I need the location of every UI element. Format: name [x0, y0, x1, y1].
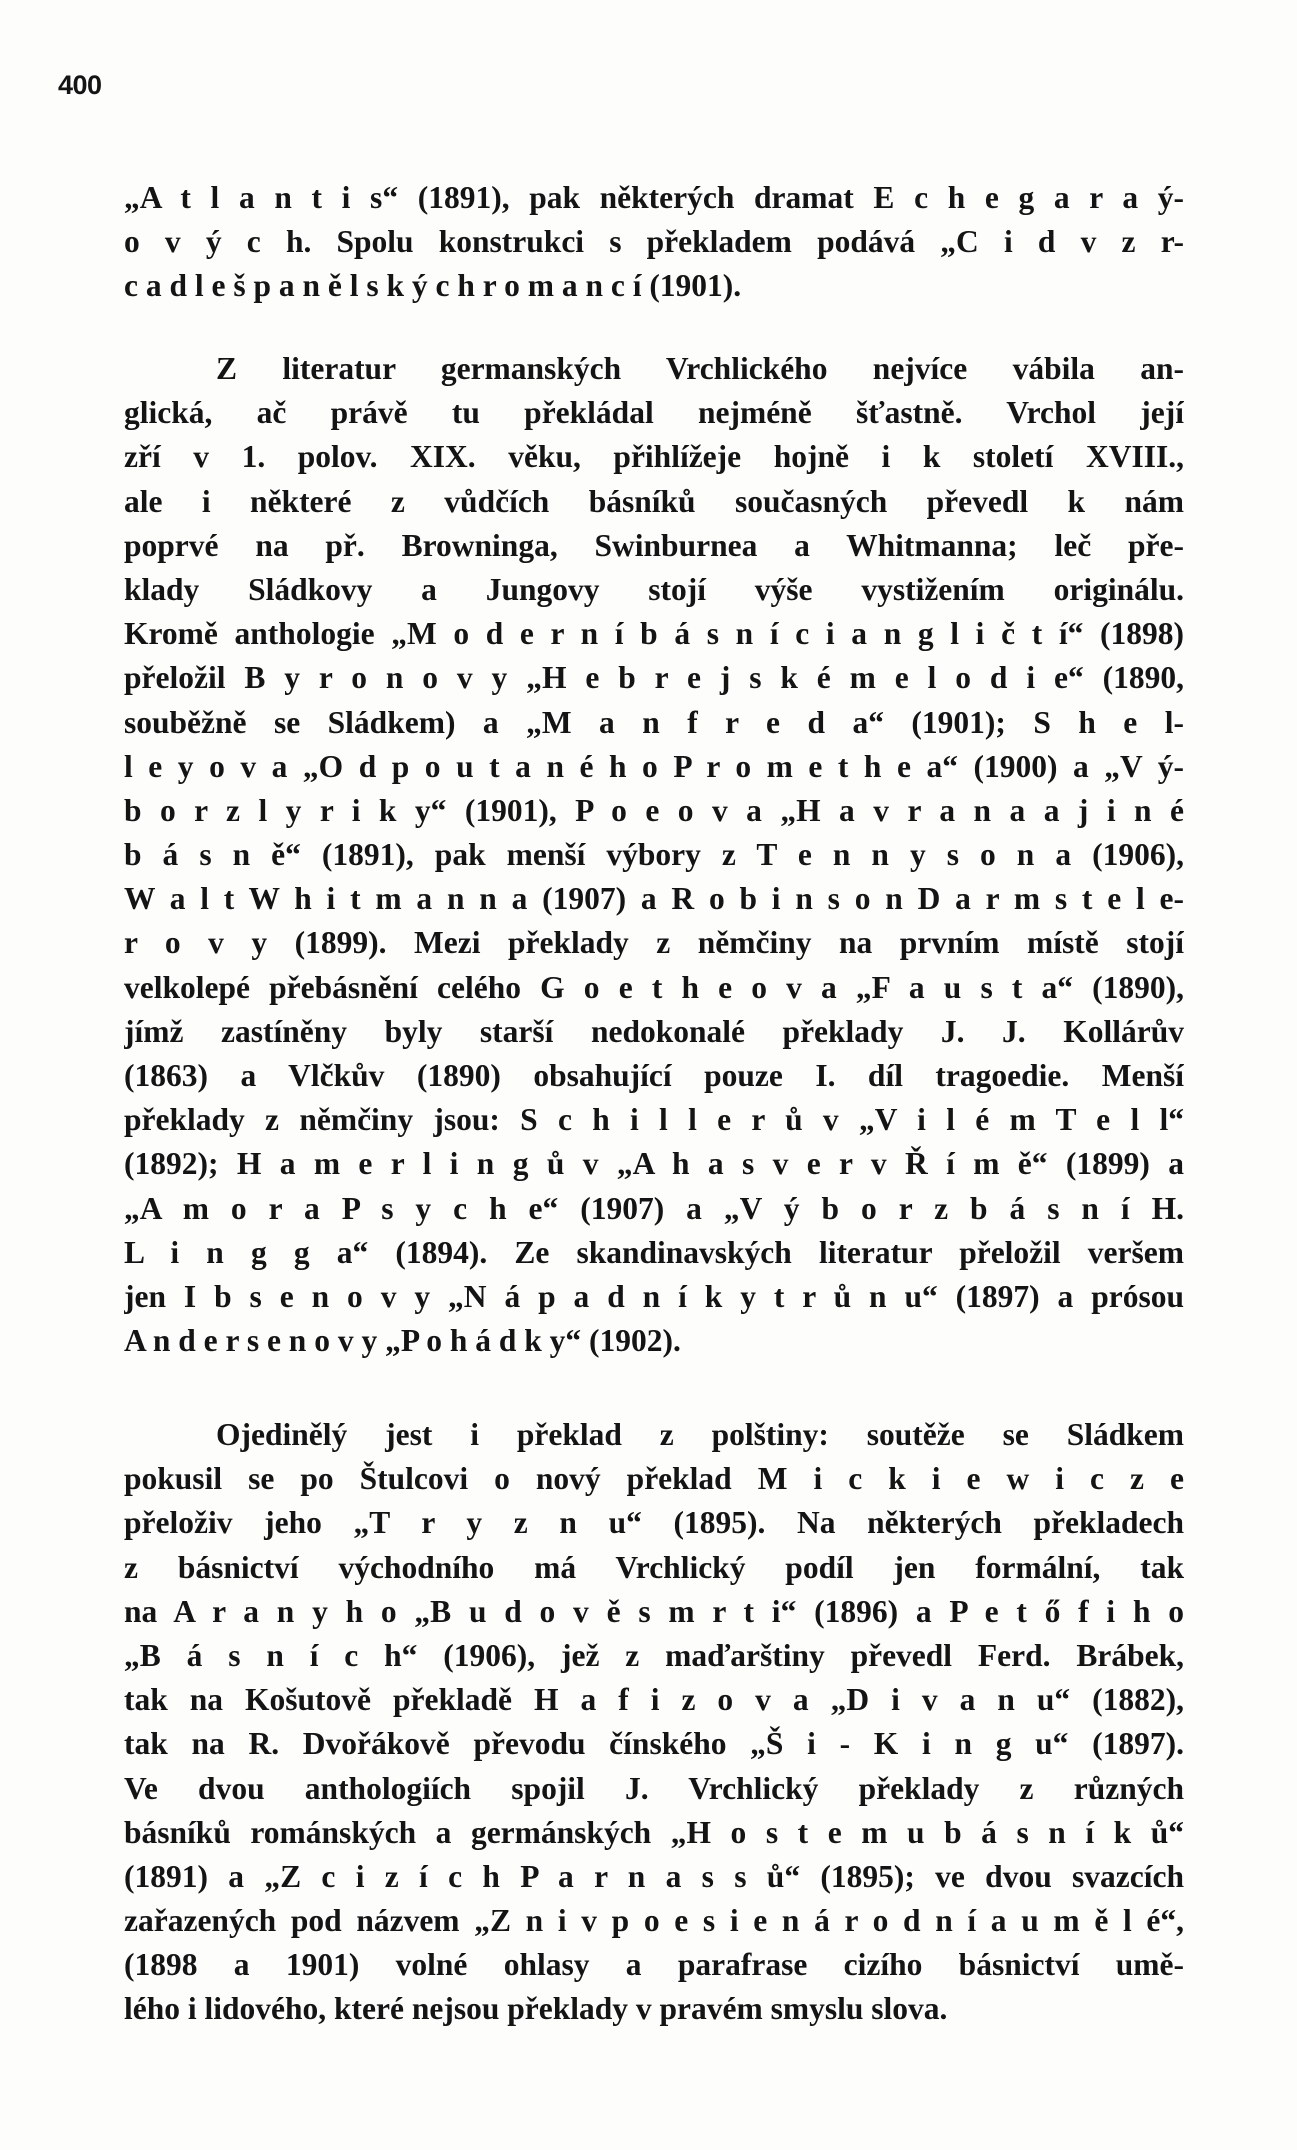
text-line: o v ý c h. Spolu konstrukci s překladem podává „C i d v z r- — [124, 224, 1184, 260]
text-line: překlady z němčiny jsou: S c h i l l e r ů v „V i l é m T e l l“ — [124, 1102, 1184, 1138]
paragraph-2 — [124, 347, 1184, 1363]
paragraph-1 — [124, 176, 1184, 309]
text-line: „A t l a n t i s“ (1891), pak některých dramat E c h e g a r a ý- — [124, 180, 1184, 215]
text-line: lého i lidového, které nejsou překlady v pravém smyslu slova. — [124, 1991, 948, 2027]
paragraph-3 — [124, 1413, 1184, 2032]
text-line: jen I b s e n o v y „N á p a d n í k y t r ů n u“ (1897) a prósou — [124, 1278, 1184, 1314]
text-line: W a l t W h i t m a n n a (1907) a R o b i n s o n D a r m s t e l e- — [124, 881, 1184, 917]
text-line: c a d l e š p a n ě l s k ý c h r o m a n c í (1901). — [124, 268, 742, 304]
text-line: z básnictví východního má Vrchlický podíl jen formální, tak — [124, 1549, 1184, 1585]
text-line: glická, ač právě tu překládal nejméně šťastně. Vrchol její — [124, 395, 1184, 431]
page-number: 400 — [58, 70, 102, 100]
text-line: A n d e r s e n o v y „P o h á d k y“ (1902). — [124, 1323, 681, 1359]
text-line: Kromě anthologie „M o d e r n í b á s n í c i a n g l i č t í“ (1898) — [124, 616, 1184, 652]
text-line: „B á s n í c h“ (1906), jež z maďarštiny převedl Ferd. Brábek, — [124, 1637, 1184, 1673]
text-line: pokusil se po Štulcovi o nový překlad M i c k i e w i c z e — [124, 1461, 1184, 1497]
text-line: r o v y (1899). Mezi překlady z němčiny na prvním místě stojí — [124, 925, 1184, 961]
text-line: jímž zastíněny byly starší nedokonalé překlady J. J. Kollárův — [124, 1013, 1184, 1049]
text-line: Ojedinělý jest i překlad z polštiny: soutěže se Sládkem — [216, 1417, 1184, 1452]
text-line: (1863) a Vlčkův (1890) obsahující pouze I. díl tragoedie. Menší — [124, 1058, 1184, 1093]
text-line: klady Sládkovy a Jungovy stojí výše vystižením originálu. — [124, 571, 1184, 607]
text-line: Ve dvou anthologiích spojil J. Vrchlický překlady z různých — [124, 1770, 1184, 1806]
text-line: ale i některé z vůdčích básníků současných převedl k nám — [124, 483, 1184, 519]
text-line: zří v 1. polov. XIX. věku, přihlížeje hojně i k století XVIII., — [124, 439, 1184, 475]
text-line: L i n g g a“ (1894). Ze skandinavských literatur přeložil veršem — [124, 1234, 1184, 1270]
text-line: „A m o r a P s y c h e“ (1907) a „V ý b o r z b á s n í H. — [124, 1190, 1184, 1226]
text-line: zařazených pod názvem „Z n i v p o e s i e n á r o d n í a u m ě l é“, — [124, 1903, 1184, 1939]
text-line: básníků románských a germánských „H o s t e m u b á s n í k ů“ — [124, 1814, 1184, 1850]
text-line: přeložil B y r o n o v y „H e b r e j s k é m e l o d i e“ (1890, — [124, 660, 1184, 696]
text-line: na A r a n y h o „B u d o v ě s m r t i“ (1896) a P e t ő f i h o — [124, 1593, 1184, 1629]
text-line: souběžně se Sládkem) a „M a n f r e d a“ (1901); S h e l- — [124, 704, 1184, 740]
text-line: l e y o v a „O d p o u t a n é h o P r o m e t h e a“ (1900) a „V ý- — [124, 748, 1184, 784]
text-line: (1898 a 1901) volné ohlasy a parafrase cizího básnictví umě- — [124, 1947, 1184, 1983]
text-line: poprvé na př. Browninga, Swinburnea a Whitmanna; leč pře- — [124, 527, 1184, 563]
text-line: b o r z l y r i k y“ (1901), P o e o v a „H a v r a n a a j i n é — [124, 792, 1184, 828]
text-line: (1892); H a m e r l i n g ů v „A h a s v e r v Ř í m ě“ (1899) a — [124, 1146, 1184, 1182]
text-line: přeloživ jeho „T r y z n u“ (1895). Na některých překladech — [124, 1505, 1184, 1541]
text-line: b á s n ě“ (1891), pak menší výbory z T e n n y s o n a (1906), — [124, 837, 1184, 873]
text-line: Z literatur germanských Vrchlického nejvíce vábila an- — [216, 351, 1184, 386]
text-line: velkolepé přebásnění celého G o e t h e o v a „F a u s t a“ (1890), — [124, 969, 1184, 1005]
text-line: tak na R. Dvořákově převodu čínského „Š i - K i n g u“ (1897). — [124, 1726, 1184, 1762]
text-line: tak na Košutově překladě H a f i z o v a „D i v a n u“ (1882), — [124, 1682, 1184, 1718]
text-line: (1891) a „Z c i z í c h P a r n a s s ů“ (1895); ve dvou svazcích — [124, 1858, 1184, 1894]
